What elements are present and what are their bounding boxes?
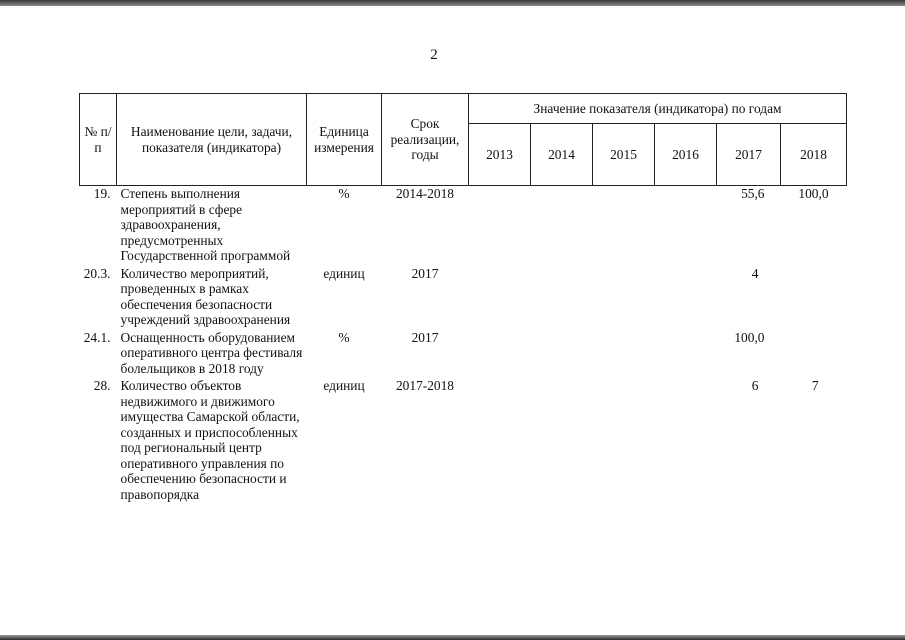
row-value-2016 xyxy=(655,330,717,379)
header-year-2014: 2014 xyxy=(531,124,593,186)
row-value-2015 xyxy=(593,266,655,330)
row-unit: % xyxy=(338,329,350,345)
row-value-2018: 7 xyxy=(811,378,819,393)
row-period: 2017-2018 xyxy=(395,378,455,393)
table-row xyxy=(80,186,847,266)
header-period: Срок реализации, годы xyxy=(382,94,469,186)
header-year-2016: 2016 xyxy=(655,124,717,186)
row-value-2017: 55,6 xyxy=(741,186,765,201)
row-value-2015 xyxy=(593,378,655,504)
row-value-2018 xyxy=(781,330,847,379)
scan-edge-top xyxy=(0,0,905,6)
row-value-2014 xyxy=(531,186,593,266)
row-value-2013 xyxy=(469,330,531,379)
header-year-2013: 2013 xyxy=(469,124,531,186)
row-period: 2014-2018 xyxy=(395,186,455,201)
row-value-2014 xyxy=(531,330,593,379)
row-value-2013 xyxy=(469,186,531,266)
row-value-2013 xyxy=(469,378,531,504)
row-number: 19. xyxy=(93,186,111,201)
table-row xyxy=(80,330,847,379)
header-unit: Единица измерения xyxy=(307,94,382,186)
page-number: 2 xyxy=(430,47,438,63)
indicators-table xyxy=(79,93,847,504)
row-indicator-name: Количество мероприятий, проведенных в рамках обеспечения безопасности учреждений здравоохранения xyxy=(120,265,291,327)
row-value-2017: 6 xyxy=(751,378,759,393)
row-unit: единиц xyxy=(323,378,365,393)
row-period: 2017 xyxy=(411,265,439,281)
row-unit: единиц xyxy=(323,265,365,281)
row-unit: % xyxy=(338,186,350,201)
header-values-group: Значение показателя (индикатора) по годам xyxy=(469,94,847,124)
row-value-2015 xyxy=(593,330,655,379)
row-value-2017: 4 xyxy=(751,265,759,281)
header-name: Наименование цели, задачи, показателя (индикатора) xyxy=(117,94,307,186)
header-year-2018: 2018 xyxy=(781,124,847,186)
row-value-2016 xyxy=(655,378,717,504)
row-period: 2017 xyxy=(411,329,439,345)
row-value-2016 xyxy=(655,266,717,330)
row-number: 28. xyxy=(93,378,111,393)
row-value-2016 xyxy=(655,186,717,266)
header-year-2017: 2017 xyxy=(717,124,781,186)
row-indicator-name: Степень выполнения мероприятий в сфере здравоохранения, предусмотренных Государственной программой xyxy=(120,186,291,263)
row-indicator-name: Количество объектов недвижимого и движимого имущества Самарской области, созданных и приспособленных под региональный центр оперативного управления по обеспечению безопасности и правопорядка xyxy=(120,378,300,502)
row-value-2017: 100,0 xyxy=(734,329,765,345)
row-value-2013 xyxy=(469,266,531,330)
row-indicator-name: Оснащенность оборудованием оперативного центра фестиваля болельщиков в 2018 году xyxy=(120,329,303,376)
row-value-2014 xyxy=(531,378,593,504)
table-row xyxy=(80,266,847,330)
row-number: 24.1. xyxy=(83,329,111,345)
row-value-2018: 100,0 xyxy=(798,186,829,201)
table-row xyxy=(80,378,847,504)
row-value-2015 xyxy=(593,186,655,266)
header-num: № п/п xyxy=(80,94,117,186)
header-year-2015: 2015 xyxy=(593,124,655,186)
scan-edge-bottom xyxy=(0,635,905,640)
row-value-2018 xyxy=(781,266,847,330)
row-number: 20.3. xyxy=(83,265,111,281)
row-value-2014 xyxy=(531,266,593,330)
